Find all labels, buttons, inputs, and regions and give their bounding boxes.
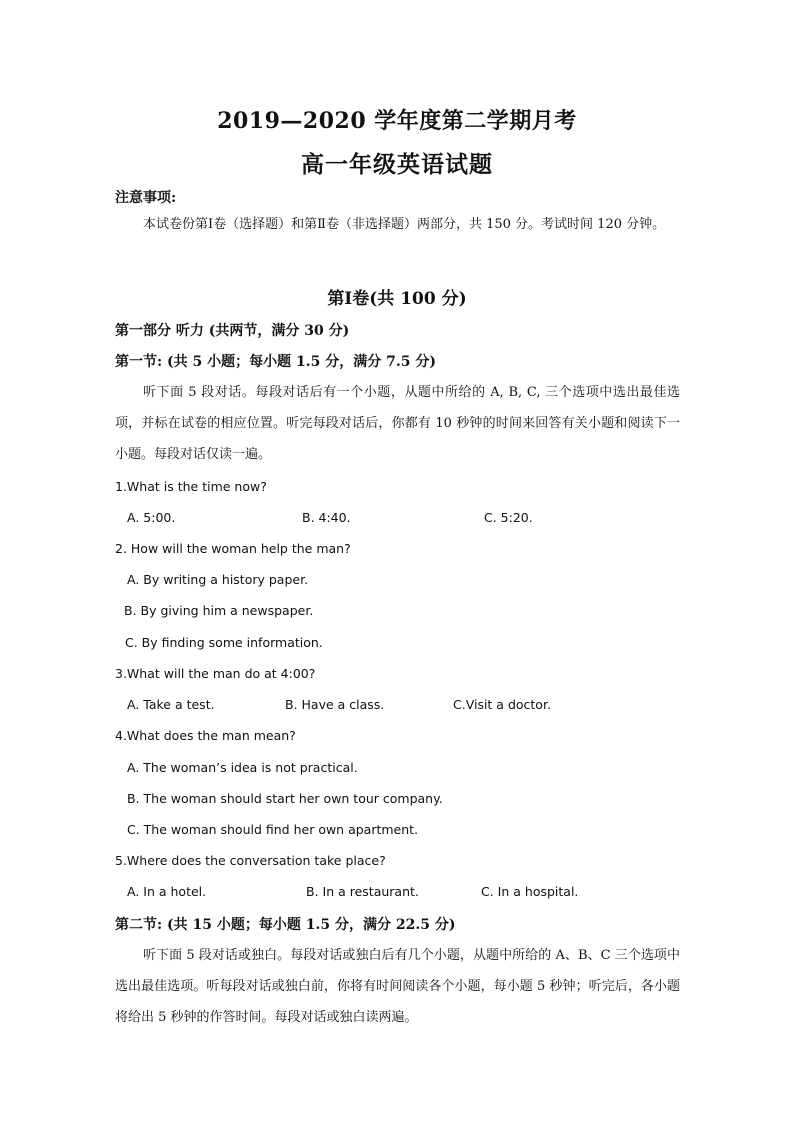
- section1-instructions: 听下面 5 段对话。每段对话后有一个小题，从题中所给的 A, B, C, 三个选项中选出最佳选项，并标在试卷的相应位置。听完每段对话后，你都有 10 秒钟的时间来回答有关小题和阅读下一小题。每段对话仅读一遍。: [115, 385, 680, 462]
- volume-title: 第Ⅰ卷(共 100 分): [327, 289, 467, 309]
- question-5-stem: 5.Where does the conversation take place?: [115, 853, 386, 868]
- question-3-stem: 3.What will the man do at 4:00?: [115, 666, 316, 681]
- part1-title: 第一部分 听力 (共两节，满分 30 分): [115, 323, 350, 339]
- question-5-option-c: C. In a hospital.: [481, 884, 579, 899]
- question-1-stem: 1.What is the time now?: [115, 479, 267, 494]
- question-2-option-c: C. By finding some information.: [125, 635, 323, 650]
- notice-text: 本试卷份第Ⅰ卷（选择题）和第Ⅱ卷（非选择题）两部分，共 150 分。考试时间 120 分钟。: [143, 217, 666, 232]
- question-4-option-b: B. The woman should start her own tour company.: [127, 791, 443, 806]
- question-5-option-b: B. In a restaurant.: [306, 884, 419, 899]
- question-1-option-a: A. 5:00.: [127, 510, 176, 525]
- exam-subtitle: 高一年级英语试题: [301, 151, 493, 178]
- question-1-option-b: B. 4:40.: [302, 510, 351, 525]
- question-3-option-a: A. Take a test.: [127, 697, 215, 712]
- question-3-option-b: B. Have a class.: [285, 697, 385, 712]
- question-4-option-c: C. The woman should find her own apartment.: [127, 822, 419, 837]
- exam-title: 2019—2020 学年度第二学期月考: [217, 108, 577, 134]
- question-3-option-c: C.Visit a doctor.: [453, 697, 551, 712]
- notice-heading: 注意事项:: [115, 190, 177, 206]
- question-2-stem: 2. How will the woman help the man?: [115, 541, 351, 556]
- question-5-option-a: A. In a hotel.: [127, 884, 207, 899]
- section1-title: 第一节: (共 5 小题；每小题 1.5 分，满分 7.5 分): [115, 354, 436, 370]
- question-2-option-a: A. By writing a history paper.: [127, 572, 309, 587]
- section2-title: 第二节: (共 15 小题；每小题 1.5 分，满分 22.5 分): [115, 917, 456, 933]
- question-4-stem: 4.What does the man mean?: [115, 728, 296, 743]
- question-1-option-c: C. 5:20.: [484, 510, 533, 525]
- question-2-option-b: B. By giving him a newspaper.: [124, 603, 314, 618]
- question-4-option-a: A. The woman’s idea is not practical.: [127, 760, 358, 775]
- section2-instructions: 听下面 5 段对话或独白。每段对话或独白后有几个小题，从题中所给的 A、B、C 三个选项中选出最佳选项。听每段对话或独白前，你将有时间阅读各个小题，每小题 5 秒钟；听完后，各小题将给出 5 秒钟的作答时间。每段对话或独白读两遍。: [115, 948, 680, 1025]
